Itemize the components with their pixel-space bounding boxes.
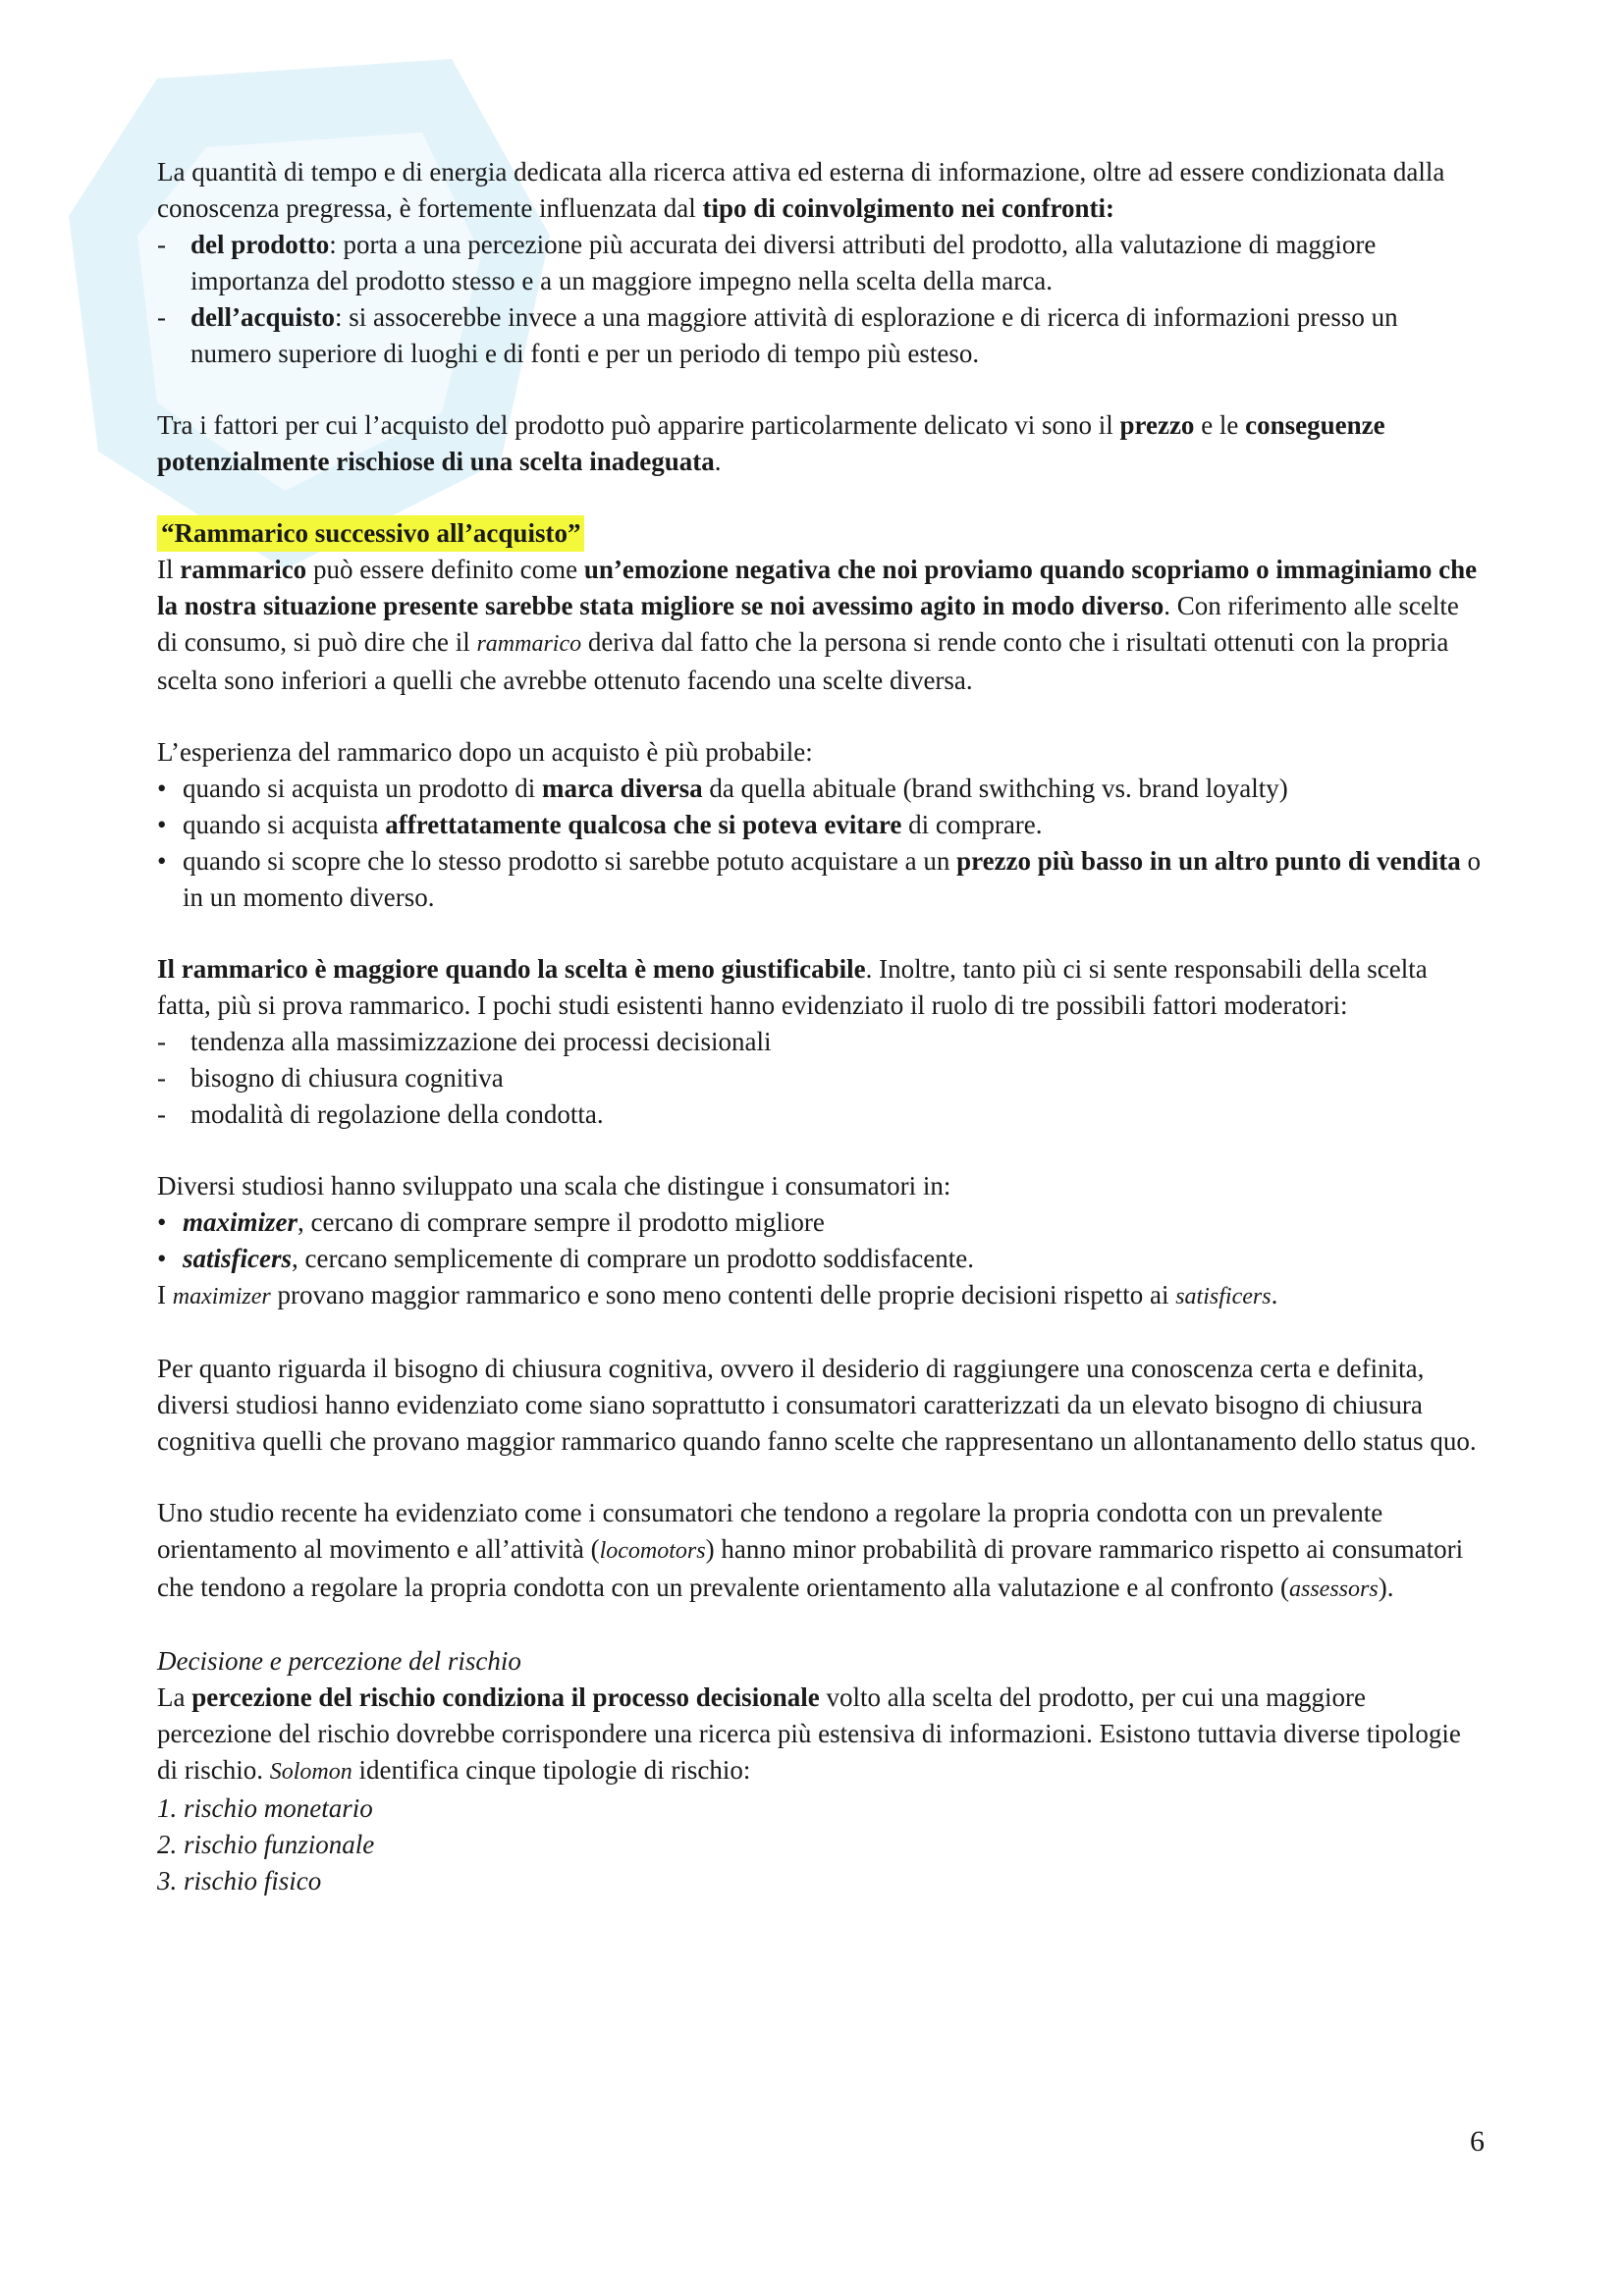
- list-item: • maximizer, cercano di comprare sempre il prodotto migliore: [157, 1207, 825, 1237]
- paragraph-involvement: La quantità di tempo e di energia dedicata alla ricerca attiva ed esterna di informazione, oltre ad essere condizionata dalla conoscenza pregressa, è fortemente influenzata dal tipo di coinvolgimento nei confronti:: [157, 157, 1445, 223]
- list-item: - tendenza alla massimizzazione dei processi decisionali: [157, 1027, 772, 1056]
- list-item: • satisficers, cercano semplicemente di comprare un prodotto soddisfacente.: [157, 1244, 974, 1273]
- list-item: • quando si scopre che lo stesso prodotto si sarebbe potuto acquistare a un prezzo più basso in un altro punto di vendita o in un momento diverso.: [157, 846, 1481, 912]
- list-item: - del prodotto: porta a una percezione più accurata dei diversi attributi del prodotto, alla valutazione di maggiore importanza del prodotto stesso e a un maggiore impegno nella scelta della marca.: [157, 230, 1377, 295]
- paragraph-cognitive-closure: Per quanto riguarda il bisogno di chiusura cognitiva, ovvero il desiderio di raggiungere una conoscenza certa e definita, diversi studiosi hanno evidenziato come siano soprattutto i consumatori caratterizzati da un elevato bisogno di chiusura cognitiva quelli che provano maggior rammarico quando fanno scelte che rappresentano un allontanamento dello status quo.: [157, 1354, 1477, 1456]
- moderators-list: [157, 1024, 1483, 1133]
- paragraph-justifiable: Il rammarico è maggiore quando la scelta è meno giustificabile. Inoltre, tanto più ci si sente responsabili della scelta fatta, più si prova rammarico. I pochi studi esistenti hanno evidenziato il ruolo di tre possibili fattori moderatori:: [157, 954, 1428, 1020]
- list-item: - modalità di regolazione della condotta.: [157, 1099, 604, 1129]
- list-item: • quando si acquista affrettatamente qualcosa che si poteva evitare di comprare.: [157, 810, 1043, 839]
- paragraph-risk: La percezione del rischio condiziona il processo decisionale volto alla scelta del prodotto, per cui una maggiore percezione del rischio dovrebbe corrispondere una ricerca più estensiva di informazioni. Esistono tuttavia diverse tipologie di rischio. Solomon identifica cinque tipologie di rischio:: [157, 1682, 1461, 1785]
- paragraph-factors: Tra i fattori per cui l’acquisto del prodotto può apparire particolarmente delicato vi sono il prezzo e le conseguenze potenzialmente rischiose di una scelta inadeguata.: [157, 410, 1385, 476]
- list-item: • quando si acquista un prodotto di marca diversa da quella abituale (brand swithching vs. brand loyalty): [157, 774, 1288, 803]
- page-number: 6: [1470, 2125, 1485, 2158]
- paragraph-rammarico-definition: Il rammarico può essere definito come un’emozione negativa che noi proviamo quando scopriamo o immaginiamo che la nostra situazione presente sarebbe stata migliore se noi avessimo agito in modo diverso. Con riferimento alle scelte di consumo, si può dire che il rammarico deriva dal fatto che la persona si rende conto che i risultati ottenuti con la propria scelta sono inferiori a quelli che avrebbe ottenuto facendo una scelte diversa.: [157, 555, 1478, 695]
- list-item: 3. rischio fisico: [157, 1866, 322, 1896]
- paragraph-scale: Diversi studiosi hanno sviluppato una scala che distingue i consumatori in:: [157, 1171, 951, 1201]
- list-item: 1. rischio monetario: [157, 1793, 373, 1823]
- consumer-types-list: [157, 1204, 1483, 1277]
- paragraph-locomotors: Uno studio recente ha evidenziato come i consumatori che tendono a regolare la propria condotta con un prevalente orientamento al movimento e all’attività (locomotors) hanno minor probabilità di provare rammarico rispetto ai consumatori che tendono a regolare la propria condotta con un prevalente orientamento alla valutazione e al confronto (assessors).: [157, 1498, 1464, 1602]
- experience-list: [157, 771, 1483, 916]
- paragraph-experience: L’esperienza del rammarico dopo un acquisto è più probabile:: [157, 737, 813, 767]
- list-item: 2. rischio funzionale: [157, 1830, 375, 1859]
- section-heading-risk: Decisione e percezione del rischio: [157, 1646, 521, 1676]
- paragraph-maximizer: I maximizer provano maggior rammarico e sono meno contenti delle proprie decisioni rispetto ai satisficers.: [157, 1280, 1278, 1309]
- risk-types-list: [157, 1790, 1483, 1899]
- document-page: [157, 154, 1483, 1899]
- section-heading-rammarico: “Rammarico successivo all’acquisto”: [157, 515, 1483, 552]
- list-item: - dell’acquisto: si assocerebbe invece a una maggiore attività di esplorazione e di ricerca di informazioni presso un numero superiore di luoghi e di fonti e per un periodo di tempo più esteso.: [157, 302, 1398, 368]
- involvement-list: [157, 227, 1483, 372]
- list-item: - bisogno di chiusura cognitiva: [157, 1063, 504, 1093]
